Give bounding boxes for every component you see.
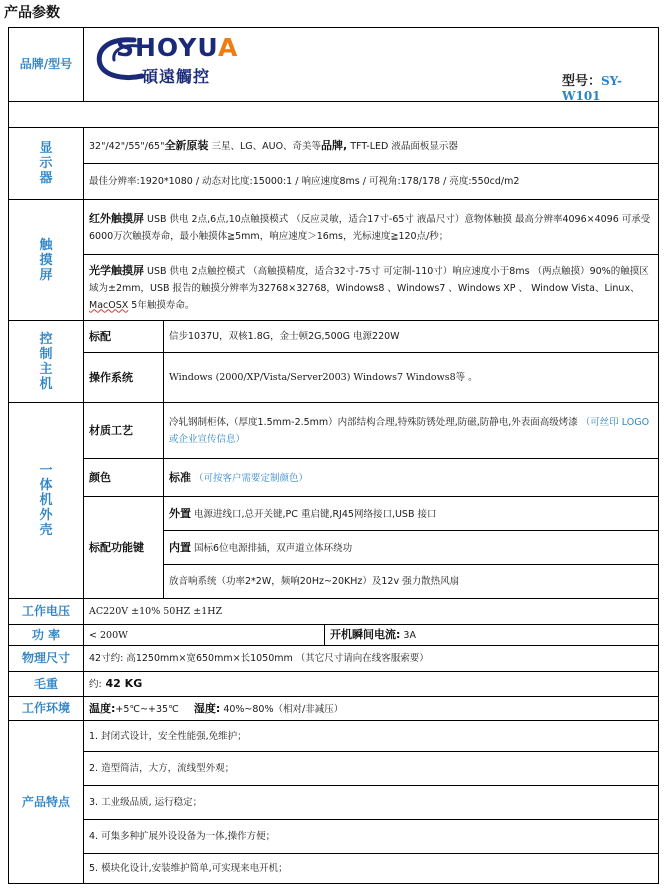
enclosure-row-1 [9,403,659,459]
features-row-2 [9,752,659,786]
size-row [9,646,659,672]
power-value: < 200W [84,625,325,646]
os-value: Windows (2000/XP/Vista/Server2003) Windows7 Windows8等 。 [164,353,659,403]
optical-touch-info: 光学触摸屏 USB 供电 2点触控模式 （高触摸精度，适合32寸-75寸 可定制-110寸）响应速度小于8ms （两点触摸）90%的触摸区域为±2mm，USB 报告的触摸分辨率为32768×32768，Windows8 、Windows7 、Windows XP 、 Window Vista、Linux、MacOSX 5年触摸寿命。 [84,255,659,321]
features-row-1 [9,721,659,752]
feature-item: 3. 工业级品质, 运行稳定； [84,786,659,820]
weight-label: 毛重 [9,672,84,697]
voltage-row [9,599,659,625]
color-label: 颜色 [84,459,164,497]
display-panel-info: 32"/42"/55"/65"全新原装 三星、LG、AUO、奇美等品牌, TFT-LED 液晶面板显示器 [84,128,659,164]
features-row-5 [9,854,659,884]
touch-label: 触 摸 屏 [9,200,84,321]
internal-features: 内置 国标6位电源排插，双声道立体环绕功 [164,531,659,565]
control-row-2 [9,353,659,403]
size-label: 物理尺寸 [9,646,84,672]
feature-item: 5. 模块化设计,安装维护简单,可实现来电开机； [84,854,659,884]
display-row-1 [9,128,659,164]
control-row-1 [9,321,659,353]
os-label: 操作系统 [84,353,164,403]
environment-value: 温度:+5℃~+35℃ 湿度: 40%~80%（相对/非减压） [84,697,659,721]
surge-current: 开机瞬间电流: 3A [325,625,659,646]
material-value: 冷轧钢制柜体,（厚度1.5mm-2.5mm）内部结构合理,特殊防锈处理,防磁,防静电,外表面高级烤漆 （可丝印 LOGO 或企业宣传信息） [164,403,659,459]
display-specs: 最佳分辨率:1920*1080 / 动态对比度:15000:1 / 响应速度8ms / 可视角:178/178 / 亮度:550cd/m2 [84,164,659,200]
spec-table [8,27,659,884]
power-label: 功 率 [9,625,84,646]
brand-row [9,28,659,102]
color-value: 标准 （可按客户需要定制颜色） [164,459,659,497]
enclosure-row-3 [9,497,659,531]
display-label: 显 示 器 [9,128,84,200]
brand-cell [84,28,659,102]
model-number: 型号：SY-W101 [562,74,623,103]
control-label: 控 制 主 机 [9,321,84,403]
spacer-row [9,102,659,128]
material-label: 材质工艺 [84,403,164,459]
voltage-value: AC220V ±10% 50HZ ±1HZ [84,599,659,625]
size-value: 42寸约: 高1250mm×宽650mm×长1050mm （其它尺寸请向在线客服索要） [84,646,659,672]
feature-item: 4. 可集多种扩展外设设备为一体,操作方便； [84,820,659,854]
config-value: 信步1037U，双核1.8G，金士顿2G,500G 电源220W [164,321,659,353]
feature-item: 1. 封闭式设计，安全性能强,免维护； [84,721,659,752]
external-ports: 外置 电源进线口,总开关键,PC 重启键,RJ45网络接口,USB 接口 [164,497,659,531]
ir-touch-info: 红外触摸屏 USB 供电 2点,6点,10点触摸模式 （反应灵敏，适合17寸-65寸 液晶尺寸）意物体触摸 最高分辨率4096×4096 可承受6000万次触摸寿命，最小触摸体≧5mm，响应速度＞16ms，光标速度≧120点/秒； [84,200,659,255]
function-keys-label: 标配功能键 [84,497,164,599]
voltage-label: 工作电压 [9,599,84,625]
display-row-2 [9,164,659,200]
page-title: 产品参数 [4,5,60,21]
power-row [9,625,659,646]
features-row-3 [9,786,659,820]
spacer-cell [9,102,659,128]
config-label: 标配 [84,321,164,353]
weight-row [9,672,659,697]
brand-label: 品牌/型号 [9,28,84,102]
environment-row [9,697,659,721]
shoyua-logo [94,33,269,88]
logo-chinese: 碩遠觸控 [142,67,211,86]
touch-row-2 [9,255,659,321]
features-label: 产品特点 [9,721,84,884]
features-row-4 [9,820,659,854]
feature-item: 2. 造型简洁，大方，流线型外观； [84,752,659,786]
audio-system: 放音响系统（功率2*2W，频响20Hz~20KHz）及12v 强力散热风扇 [164,565,659,599]
environment-label: 工作环境 [9,697,84,721]
weight-value: 约: 42 KG [84,672,659,697]
logo-text: SHOYUA [116,33,239,62]
enclosure-label: 一 体 机 外 壳 [9,403,84,599]
touch-row-1 [9,200,659,255]
enclosure-row-2 [9,459,659,497]
